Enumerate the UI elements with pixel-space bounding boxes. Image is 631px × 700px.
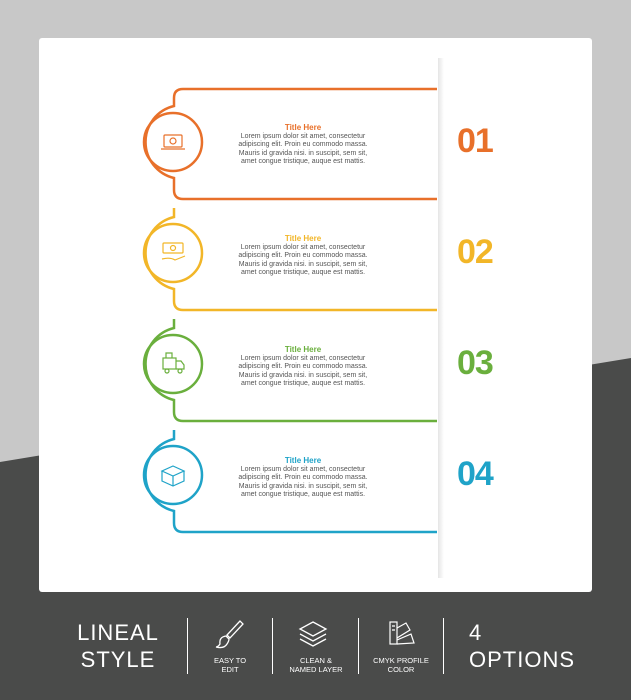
step-3-number: 03 <box>457 344 493 382</box>
delivery-truck-icon <box>163 353 184 373</box>
cmyk-profile-color-label: CMYK PROFILE COLOR <box>373 656 429 674</box>
step-1-text: Lorem ipsum dolor sit amet, consectetur adipiscing elit. Proin eu commodo massa. Mauris id gravida nisi. in suscipit, sem sit, amet congue tristique, auque est mattis. <box>238 133 368 165</box>
laptop-gear-icon <box>161 135 185 149</box>
lineal-style-label <box>63 619 173 673</box>
step-2-number: 02 <box>457 233 493 271</box>
open-box-icon <box>162 466 184 486</box>
step-4-text: Lorem ipsum dolor sit amet, consectetur adipiscing elit. Proin eu commodo massa. Mauris id gravida nisi. in suscipit, sem sit, amet congue tristique, auque est mattis. <box>238 466 368 498</box>
footer-divider <box>443 618 444 674</box>
easy-to-edit-label: EASY TO EDIT <box>213 656 247 674</box>
layers-icon <box>298 619 328 649</box>
step-2-title: Title Here <box>284 234 322 243</box>
step-2-text: Lorem ipsum dolor sit amet, consectetur adipiscing elit. Proin eu commodo massa. Mauris id gravida nisi. in suscipit, sem sit, amet congue tristique, auque est mattis. <box>238 244 368 276</box>
clean-named-layer-label: CLEAN & NAMED LAYER <box>289 656 343 674</box>
color-swatch-icon <box>387 619 417 649</box>
paintbrush-icon <box>214 618 244 650</box>
footer-divider <box>187 618 188 674</box>
footer-divider <box>358 618 359 674</box>
options-count: 4 <box>469 620 483 645</box>
footer-divider <box>272 618 273 674</box>
four-options-label <box>469 619 575 673</box>
step-3-ring <box>144 335 202 393</box>
step-1-title: Title Here <box>284 123 322 132</box>
style-word: STYLE <box>80 647 156 672</box>
step-4-number: 04 <box>457 455 493 493</box>
step-1-ring <box>144 113 202 171</box>
step-3-title: Title Here <box>284 345 322 354</box>
step-4-title: Title Here <box>284 456 322 465</box>
step-1-number: 01 <box>457 122 493 160</box>
step-3-text: Lorem ipsum dolor sit amet, consectetur adipiscing elit. Proin eu commodo massa. Mauris id gravida nisi. in suscipit, sem sit, amet congue tristique, auque est mattis. <box>238 355 368 387</box>
step-4-ring <box>144 446 202 504</box>
options-word: OPTIONS <box>469 647 576 672</box>
money-hand-icon <box>162 243 185 260</box>
lineal-word: LINEAL <box>77 620 159 645</box>
